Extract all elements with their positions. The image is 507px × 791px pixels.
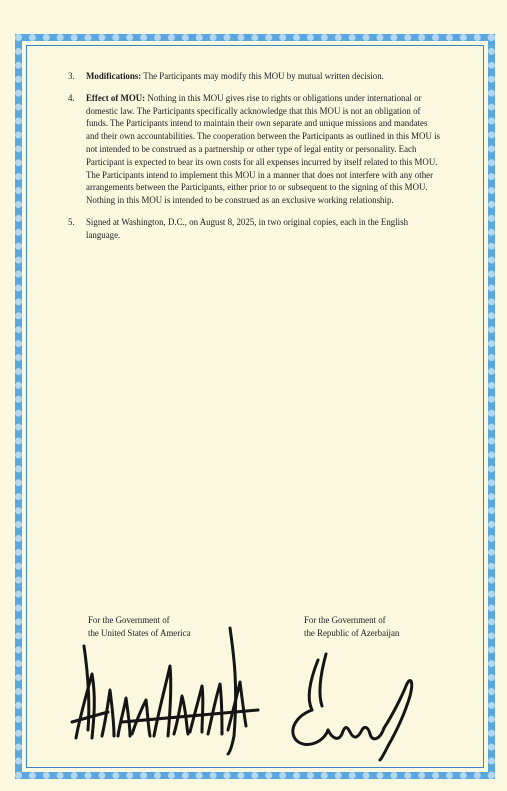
clause-number: 3.: [68, 71, 75, 81]
mou-text-body: [68, 70, 440, 251]
clause-text: [86, 70, 440, 83]
clause-4: [68, 92, 440, 207]
signatory-line-2: the Republic of Azerbaijan: [304, 628, 400, 638]
signatory-line-2: the United States of America: [88, 628, 191, 638]
clause-body: The Participants may modify this MOU by mutual written decision.: [143, 71, 384, 81]
clause-body: Nothing in this MOU gives rise to rights or obligations under international or domestic law. The Participants specifically acknowledge that this MOU is not an obligation of funds. The Participants intend to maintain their own separate and unique missions and mandates and their own accountabilities. The cooperation between the Participants as outlined in this MOU is not intended to be construed as a partnership or other type of legal entity or personality. Each Participant is expected to bear its own costs for all expenses incurred by itself related to this MOU. The Participants intend to implement this MOU in a manner that does not interfere with any other arrangements between the Participants, either prior to or subsequent to the signing of this MOU. Nothing in this MOU is intended to be construed as an exclusive working relationship.: [86, 92, 441, 206]
clause-text: [86, 92, 440, 207]
clause-body: Signed at Washington, D.C., on August 8, 2025, in two original copies, each in the English language.: [86, 216, 409, 240]
clause-heading: Modifications:: [86, 71, 142, 81]
clause-number: 4.: [68, 92, 75, 103]
clause-number: 5.: [68, 216, 75, 227]
clause-text: [86, 216, 440, 242]
signatory-line-1: For the Government of: [88, 615, 170, 625]
clause-3: [68, 70, 440, 83]
signatory-azerbaijan: [304, 614, 399, 640]
us-signature: [62, 626, 272, 756]
azerbaijan-signature: [284, 646, 424, 766]
clause-5: [68, 216, 440, 242]
clause-heading: Effect of MOU:: [86, 92, 146, 103]
signatory-line-1: For the Government of: [304, 615, 386, 625]
